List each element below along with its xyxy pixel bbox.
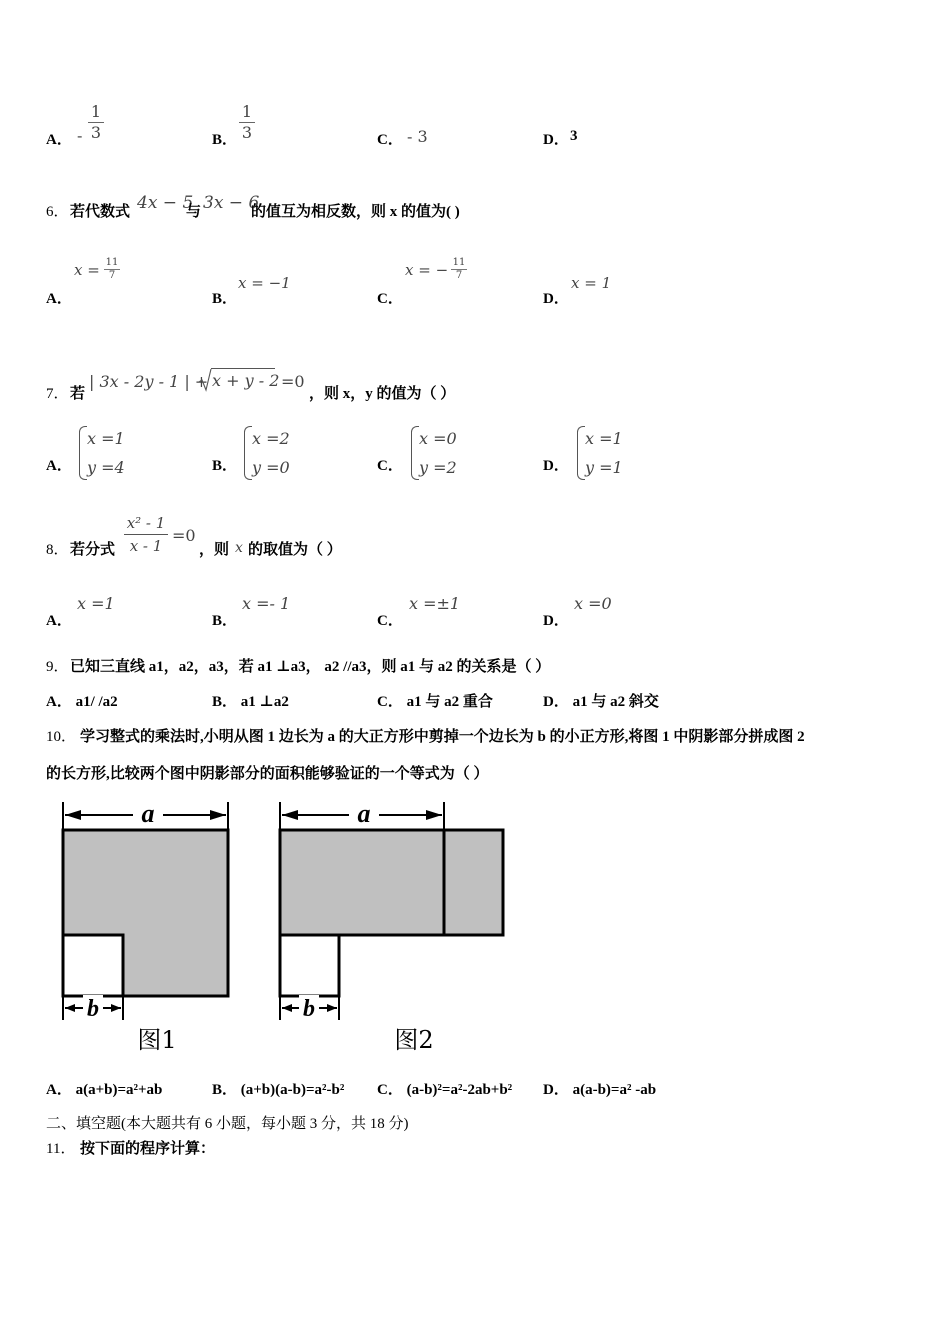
q6-option-b-value: x = −1 (238, 274, 291, 292)
q10-option-c: C． (a-b)²=a²-2ab+b² (377, 1082, 513, 1098)
q6-option-a-denominator: 7 (108, 270, 116, 281)
q10-line2: 的长方形,比较两个图中阴影部分的面积能够验证的一个等式为（ ） (46, 766, 489, 782)
fig1-caption: 图1 (137, 1026, 177, 1054)
q5-option-c-value: - 3 (407, 127, 428, 146)
fig2-label-b: b (303, 996, 315, 1022)
q10-option-a: A． a(a+b)=a²+ab (46, 1082, 163, 1098)
q5-option-b-numerator: 1 (239, 102, 255, 123)
q8-option-a-label: A． (46, 613, 72, 629)
q9-number: 9． (46, 659, 69, 675)
q8-numerator: x² - 1 (124, 512, 168, 535)
q9-option-b: B． a1 ⊥a2 (212, 694, 289, 710)
q8-option-d-value: x =0 (574, 594, 612, 613)
q8-suffix: 的取值为（ ） (248, 542, 342, 558)
q6-option-c-denominator: 7 (455, 270, 463, 281)
q7-abs-expression: | 3x - 2y - 1 | + (89, 372, 209, 391)
q5-option-d-label: D． (543, 132, 569, 148)
q8-option-b-value: x =- 1 (242, 594, 291, 613)
fig1-label-b: b (87, 996, 99, 1022)
q6-suffix: 的值互为相反数，则 x 的值为( ) (251, 204, 460, 220)
q9-option-a: A． a1/ /a2 (46, 694, 118, 710)
q7-suffix: ，则 x，y 的值为（ ） (309, 386, 456, 402)
fig2-small-square-outline (280, 935, 339, 996)
q6-option-c-label: C． (377, 291, 403, 307)
q8-eq: =0 (172, 526, 196, 545)
fig1-small-square-outline (63, 935, 123, 996)
q7-option-b-row1: x =2 (252, 429, 290, 448)
q10-option-d: D． a(a-b)=a² -ab (543, 1082, 657, 1098)
q8-number: 8． (46, 542, 69, 558)
figure-1 (63, 799, 228, 1054)
q6-expr1: 4x − 5 (137, 193, 194, 213)
q11-text: 按下面的程序计算： (80, 1141, 216, 1157)
q10-figures (55, 798, 515, 1060)
q7-number: 7． (46, 386, 69, 402)
q7-option-c-system (411, 424, 471, 482)
q6-expr2: 3x − 6 (203, 193, 260, 213)
figure-2 (280, 799, 503, 1054)
q6-option-c-numerator: 11 (452, 257, 466, 268)
q5-option-c-label: C． (377, 132, 403, 148)
q8-mid: ，则 (199, 542, 230, 558)
q6-option-d-label: D． (543, 291, 569, 307)
q5-option-b-denominator: 3 (241, 123, 253, 142)
q6-option-a-fraction (104, 257, 120, 282)
fig2-right-rect (444, 830, 503, 935)
q7-option-c-row2: y =2 (419, 458, 457, 477)
q5-option-b-fraction (239, 102, 255, 143)
q10-line1: 学习整式的乘法时,小明从图 1 边长为 a 的大正方形中剪掉一个边长为 b 的小正方形,将图 1 中阴影部分拼成图 2 (80, 729, 805, 745)
q7-option-b-system (244, 424, 304, 482)
q6-option-a-label: A． (46, 291, 72, 307)
q8-denominator: x - 1 (129, 537, 163, 555)
q5-option-a-numerator: 1 (88, 102, 104, 123)
q7-option-a-row2: y =4 (87, 458, 125, 477)
q5-option-a-label: A． (46, 132, 72, 148)
fig2-label-a: a (357, 799, 371, 828)
q9-option-c: C． a1 与 a2 重合 (377, 694, 493, 710)
q7-option-d-row1: x =1 (585, 429, 623, 448)
q7-sqrt (198, 368, 280, 392)
q6-prefix: 若代数式 (70, 204, 131, 220)
q10-number: 10． (46, 729, 77, 745)
q6-option-b-label: B． (212, 291, 238, 307)
q8-fraction (124, 512, 168, 557)
q10-option-b: B． (a+b)(a-b)=a²-b² (212, 1082, 345, 1098)
q9-option-d: D． a1 与 a2 斜交 (543, 694, 659, 710)
q7-option-a-system (79, 424, 139, 482)
q5-option-a-fraction (88, 102, 104, 143)
q6-option-d-value: x = 1 (571, 274, 612, 292)
q7-option-b-row2: y =0 (252, 458, 290, 477)
q11-number: 11． (46, 1141, 76, 1157)
q5-option-a-denominator: 3 (90, 123, 102, 142)
q5-option-b-label: B． (212, 132, 238, 148)
q6-number: 6． (46, 204, 69, 220)
q7-option-d-row2: y =1 (585, 458, 623, 477)
q5-option-d-value: 3 (570, 128, 578, 144)
q9-text: 已知三直线 a1，a2，a3，若 a1 ⊥a3， a2 //a3，则 a1 与 a2 的关系是（ ） (70, 659, 551, 675)
q8-option-c-value: x =±1 (409, 594, 461, 613)
q5-option-a-sign: - (77, 126, 83, 145)
q8-prefix: 若分式 (70, 542, 116, 558)
q7-option-a-label: A． (46, 458, 72, 474)
fig1-label-a: a (141, 799, 155, 828)
q7-option-d-label: D． (543, 458, 569, 474)
q7-option-d-system (577, 424, 637, 482)
fig2-left-rect (280, 830, 444, 935)
q8-option-a-value: x =1 (77, 594, 115, 613)
q6-mid: 与 (186, 204, 202, 220)
q8-option-c-label: C． (377, 613, 403, 629)
q6-option-a-numerator: 11 (105, 257, 119, 268)
q6-option-c-lhs: x = − (405, 261, 449, 279)
q6-option-c-fraction (451, 257, 467, 282)
q7-option-b-label: B． (212, 458, 238, 474)
q6-option-a-lhs: x = (74, 261, 100, 279)
q8-option-d-label: D． (543, 613, 569, 629)
fig1-shaded-region (63, 830, 228, 996)
q8-var: x (235, 540, 243, 556)
section2-title: 二、填空题(本大题共有 6 小题，每小题 3 分，共 18 分) (46, 1116, 409, 1132)
q7-option-c-label: C． (377, 458, 403, 474)
q7-sqrt-expression: x + y - 2 (212, 371, 280, 390)
q8-option-b-label: B． (212, 613, 238, 629)
q7-eq: =0 (281, 372, 305, 391)
fig2-caption: 图2 (394, 1026, 434, 1054)
q7-prefix: 若 (70, 386, 86, 402)
sqrt-icon (198, 368, 212, 392)
q7-option-c-row1: x =0 (419, 429, 457, 448)
q7-option-a-row1: x =1 (87, 429, 125, 448)
